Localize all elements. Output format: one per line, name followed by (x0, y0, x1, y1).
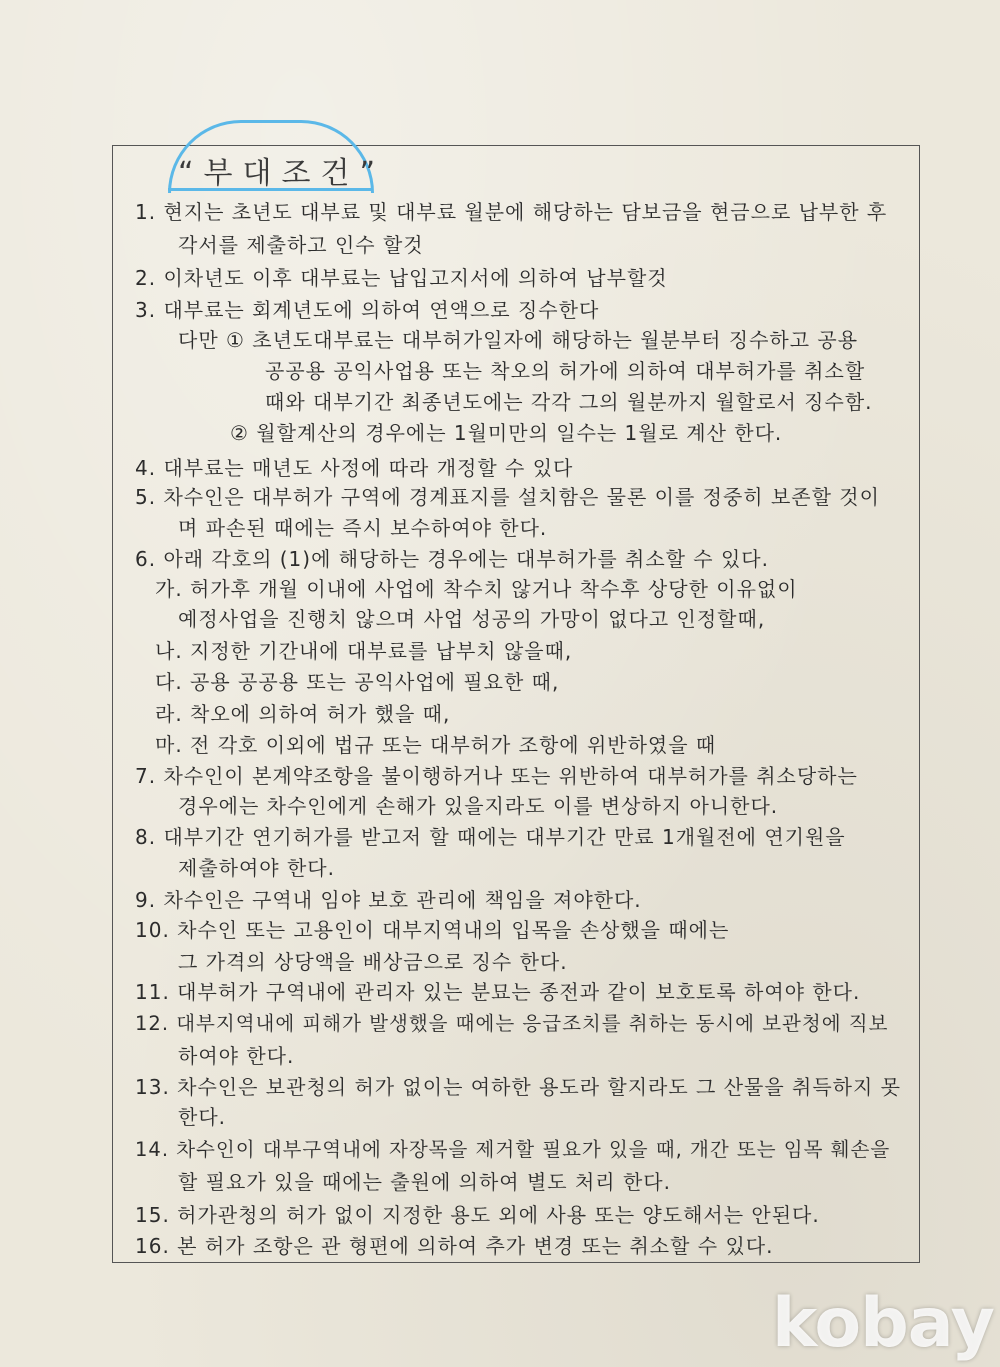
text-line: 마. 전 각호 이외에 법규 또는 대부허가 조항에 위반하였을 때 (155, 733, 717, 757)
text-line: 5. 차수인은 대부허가 구역에 경계표지를 설치함은 물론 이를 정중히 보존할 것이 (135, 485, 880, 509)
text-line: 다만 ① 초년도대부료는 대부허가일자에 해당하는 월분부터 징수하고 공용 (178, 328, 859, 352)
text-line: 하여야 한다. (178, 1044, 295, 1068)
text-line: 4. 대부료는 매년도 사정에 따라 개정할 수 있다 (135, 456, 574, 480)
text-line: 경우에는 차수인에게 손해가 있을지라도 이를 변상하지 아니한다. (178, 794, 779, 818)
text-line: 예정사업을 진행치 않으며 사업 성공의 가망이 없다고 인정할때, (178, 607, 766, 631)
text-line: 8. 대부기간 연기허가를 받고저 할 때에는 대부기간 만료 1개월전에 연기원을 (135, 825, 846, 849)
text-line: 15. 허가관청의 허가 없이 지정한 용도 외에 사용 또는 양도해서는 안된다. (135, 1203, 820, 1227)
text-line: 3. 대부료는 회계년도에 의하여 연액으로 징수한다 (135, 298, 600, 322)
text-line: 10. 차수인 또는 고용인이 대부지역내의 입목을 손상했을 때에는 (135, 918, 730, 942)
text-line: 6. 아래 각호의 (1)에 해당하는 경우에는 대부허가를 취소할 수 있다. (135, 547, 769, 571)
text-line: 각서를 제출하고 인수 할것 (178, 233, 424, 257)
text-line: 공공용 공익사업용 또는 착오의 허가에 의하여 대부허가를 취소할 (265, 359, 866, 383)
text-line: 가. 허가후 개월 이내에 사업에 착수치 않거나 착수후 상당한 이유없이 (155, 577, 798, 601)
text-line: 13. 차수인은 보관청의 허가 없이는 여하한 용도라 할지라도 그 산물을 취득하지 못 (135, 1075, 901, 1099)
text-line: 그 가격의 상당액을 배상금으로 징수 한다. (178, 950, 568, 974)
text-line: 16. 본 허가 조항은 관 형편에 의하여 추가 변경 또는 취소할 수 있다. (135, 1234, 774, 1258)
watermark-logo: kobay (772, 1284, 994, 1363)
text-line: 2. 이차년도 이후 대부료는 납입고지서에 의하여 납부할것 (135, 266, 668, 290)
text-line: 한다. (178, 1105, 226, 1129)
text-line: ② 월할계산의 경우에는 1월미만의 일수는 1월로 계산 한다. (230, 421, 783, 445)
text-line: 1. 현지는 초년도 대부료 및 대부료 월분에 해당하는 담보금을 현금으로 납부한 후 (135, 200, 888, 224)
text-line: 11. 대부허가 구역내에 관리자 있는 분묘는 종전과 같이 보호토록 하여야 한다. (135, 980, 861, 1004)
text-line: 12. 대부지역내에 피해가 발생했을 때에는 응급조치를 취하는 동시에 보관청에 직보 (135, 1012, 889, 1035)
text-line: 제출하여야 한다. (178, 856, 335, 880)
text-line: 다. 공용 공공용 또는 공익사업에 필요한 때, (155, 670, 560, 694)
text-line: 라. 착오에 의하여 허가 했을 때, (155, 702, 451, 726)
document-title: “부대조건” (178, 156, 386, 191)
text-line: 때와 대부기간 최종년도에는 각각 그의 월분까지 월할로서 징수함. (265, 390, 873, 414)
text-line: 할 필요가 있을 때에는 출원에 의하여 별도 처리 한다. (178, 1170, 671, 1194)
text-line: 며 파손된 때에는 즉시 보수하여야 한다. (178, 516, 548, 540)
text-line: 7. 차수인이 본계약조항을 불이행하거나 또는 위반하여 대부허가를 취소당하는 (135, 764, 858, 788)
text-line: 9. 차수인은 구역내 임야 보호 관리에 책임을 져야한다. (135, 888, 642, 912)
text-line: 14. 차수인이 대부구역내에 자장목을 제거할 필요가 있을 때, 개간 또는 임목 훼손을 (135, 1138, 891, 1161)
text-line: 나. 지정한 기간내에 대부료를 납부치 않을때, (155, 639, 573, 663)
